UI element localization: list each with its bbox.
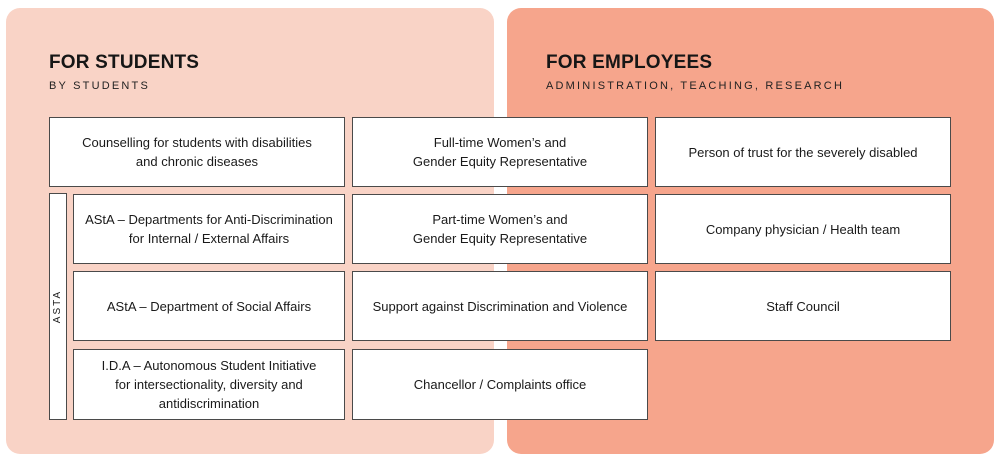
box-person-of-trust: Person of trust for the severely disabled — [655, 117, 951, 187]
box-asta-social-affairs: AStA – Department of Social Affairs — [73, 271, 345, 341]
box-fulltime-womens-rep: Full-time Women’s and Gender Equity Representative — [352, 117, 648, 187]
box-counselling-disabilities: Counselling for students with disabilities and chronic diseases — [49, 117, 345, 187]
box-parttime-womens-rep: Part-time Women’s and Gender Equity Representative — [352, 194, 648, 264]
box-staff-council: Staff Council — [655, 271, 951, 341]
students-title: FOR STUDENTS — [49, 52, 200, 73]
box-company-physician: Company physician / Health team — [655, 194, 951, 264]
box-chancellor-complaints: Chancellor / Complaints office — [352, 349, 648, 420]
employees-title: FOR EMPLOYEES — [546, 52, 713, 73]
box-asta-anti-discrimination: AStA – Departments for Anti-Discrimination for Internal / External Affairs — [73, 194, 345, 264]
asta-label-text: ASTA — [52, 289, 64, 324]
box-ida-initiative: I.D.A – Autonomous Student Initiative for intersectionality, diversity and antidiscrimination — [73, 349, 345, 420]
students-subtitle: BY STUDENTS — [49, 80, 151, 92]
box-support-discrimination-violence: Support against Discrimination and Violence — [352, 271, 648, 341]
employees-subtitle: ADMINISTRATION, TEACHING, RESEARCH — [546, 80, 845, 92]
asta-group-label — [49, 193, 67, 420]
